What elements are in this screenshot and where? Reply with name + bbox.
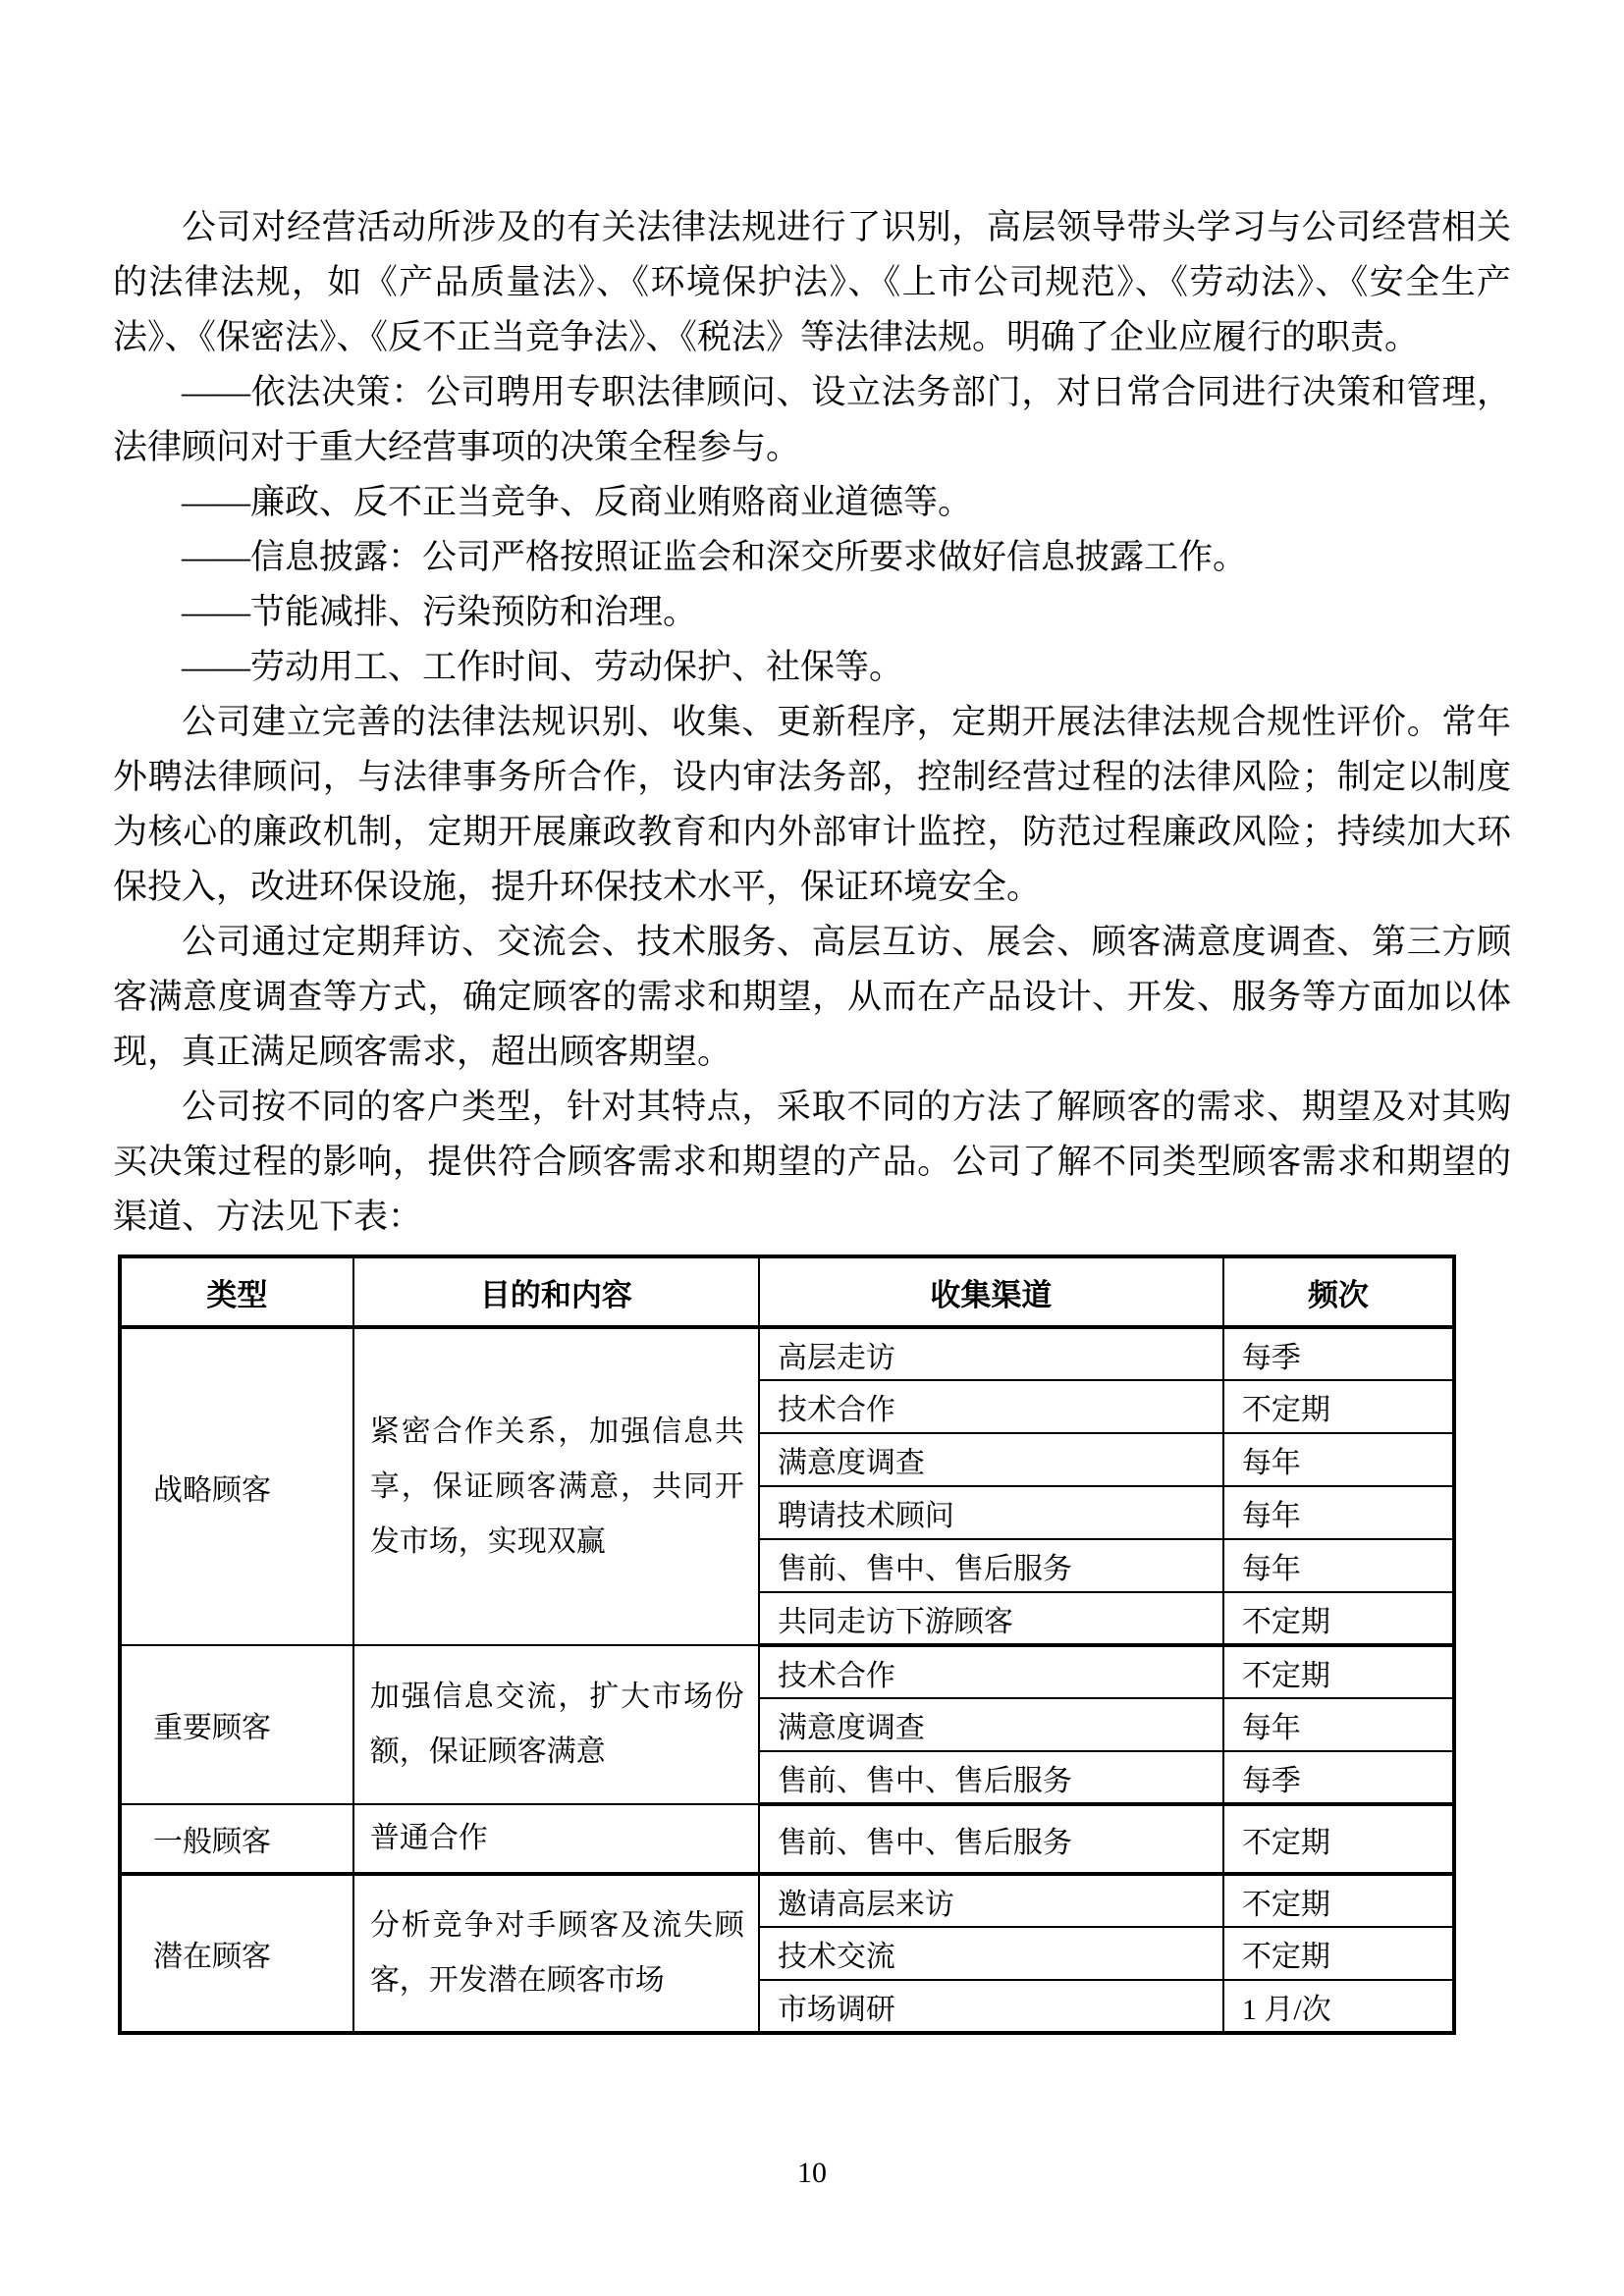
frequency-cell: 每季: [1223, 1327, 1454, 1380]
channel-cell: 共同走访下游顾客: [759, 1592, 1223, 1645]
header-channel: 收集渠道: [759, 1256, 1223, 1327]
purpose-cell: 普通合作: [353, 1804, 759, 1874]
paragraph-legal-identification: 公司对经营活动所涉及的有关法律法规进行了识别，高层领导带头学习与公司经营相关的法律法规，如《产品质量法》、《环境保护法》、《上市公司规范》、《劳动法》、《安全生产法》、《保密法》、《反不正当竞争法》、《税法》等法律法规。明确了企业应履行的职责。: [113, 208, 1511, 356]
page-number: 10: [797, 2157, 827, 2189]
frequency-cell: 不定期: [1223, 1874, 1454, 1927]
document-body: [113, 200, 1511, 2035]
channel-cell: 技术合作: [759, 1380, 1223, 1433]
table-row: [120, 1645, 1454, 1698]
channel-cell: 满意度调查: [759, 1433, 1223, 1486]
table-row: [120, 1804, 1454, 1874]
channel-cell: 市场调研: [759, 1980, 1223, 2033]
table-row: [120, 1874, 1454, 1927]
paragraph-labor: ——劳动用工、工作时间、劳动保护、社保等。: [182, 648, 904, 686]
customer-channel-table: [118, 1255, 1456, 2035]
frequency-cell: 不定期: [1223, 1804, 1454, 1874]
customer-type-cell: 潜在顾客: [120, 1874, 353, 2033]
paragraph-integrity: ——廉政、反不正当竞争、反商业贿赂商业道德等。: [182, 483, 973, 521]
channel-cell: 高层走访: [759, 1327, 1223, 1380]
frequency-cell: 每年: [1223, 1698, 1454, 1751]
frequency-cell: 不定期: [1223, 1380, 1454, 1433]
purpose-cell: 加强信息交流，扩大市场份额，保证顾客满意: [353, 1645, 759, 1804]
frequency-cell: 每年: [1223, 1433, 1454, 1486]
paragraph-customer-types-intro: 公司按不同的客户类型，针对其特点，采取不同的方法了解顾客的需求、期望及对其购买决策过程的影响，提供符合顾客需求和期望的产品。公司了解不同类型顾客需求和期望的渠道、方法见下表：: [113, 1088, 1511, 1236]
customer-type-cell: 战略顾客: [120, 1327, 353, 1645]
customer-type-cell: 重要顾客: [120, 1645, 353, 1804]
purpose-cell: 紧密合作关系，加强信息共享，保证顾客满意，共同开发市场，实现双赢: [353, 1327, 759, 1645]
channel-cell: 邀请高层来访: [759, 1874, 1223, 1927]
paragraph-customer-needs: 公司通过定期拜访、交流会、技术服务、高层互访、展会、顾客满意度调查、第三方顾客满意度调查等方式，确定顾客的需求和期望，从而在产品设计、开发、服务等方面加以体现，真正满足顾客需求，超出顾客期望。: [113, 923, 1511, 1071]
paragraph-energy-saving: ——节能减排、污染预防和治理。: [182, 593, 698, 631]
table-header: [120, 1256, 1454, 1327]
channel-cell: 售前、售中、售后服务: [759, 1751, 1223, 1804]
frequency-cell: 不定期: [1223, 1927, 1454, 1980]
channel-cell: 满意度调查: [759, 1698, 1223, 1751]
header-frequency: 频次: [1223, 1256, 1454, 1327]
paragraph-lawful-decision: ——依法决策：公司聘用专职法律顾问、设立法务部门，对日常合同进行决策和管理，法律顾问对于重大经营事项的决策全程参与。: [113, 373, 1511, 466]
table-row: [120, 1327, 1454, 1380]
frequency-cell: 不定期: [1223, 1645, 1454, 1698]
channel-cell: 售前、售中、售后服务: [759, 1539, 1223, 1592]
table-header-row: [120, 1256, 1454, 1327]
frequency-cell: 每年: [1223, 1486, 1454, 1539]
header-purpose: 目的和内容: [353, 1256, 759, 1327]
frequency-cell: 每季: [1223, 1751, 1454, 1804]
channel-cell: 技术交流: [759, 1927, 1223, 1980]
frequency-cell: 不定期: [1223, 1592, 1454, 1645]
paragraph-information-disclosure: ——信息披露：公司严格按照证监会和深交所要求做好信息披露工作。: [182, 538, 1248, 576]
channel-cell: 技术合作: [759, 1645, 1223, 1698]
customer-type-cell: 一般顾客: [120, 1804, 353, 1874]
purpose-cell: 分析竞争对手顾客及流失顾客，开发潜在顾客市场: [353, 1874, 759, 2033]
frequency-cell: 1 月/次: [1223, 1980, 1454, 2033]
header-type: 类型: [120, 1256, 353, 1327]
channel-cell: 聘请技术顾问: [759, 1486, 1223, 1539]
frequency-cell: 每年: [1223, 1539, 1454, 1592]
channel-cell: 售前、售中、售后服务: [759, 1804, 1223, 1874]
paragraph-compliance-procedure: 公司建立完善的法律法规识别、收集、更新程序，定期开展法律法规合规性评价。常年外聘法律顾问，与法律事务所合作，设内审法务部，控制经营过程的法律风险；制定以制度为核心的廉政机制，定期开展廉政教育和内外部审计监控，防范过程廉政风险；持续加大环保投入，改进环保设施，提升环保技术水平，保证环境安全。: [113, 703, 1511, 906]
table-body: [120, 1327, 1454, 2033]
